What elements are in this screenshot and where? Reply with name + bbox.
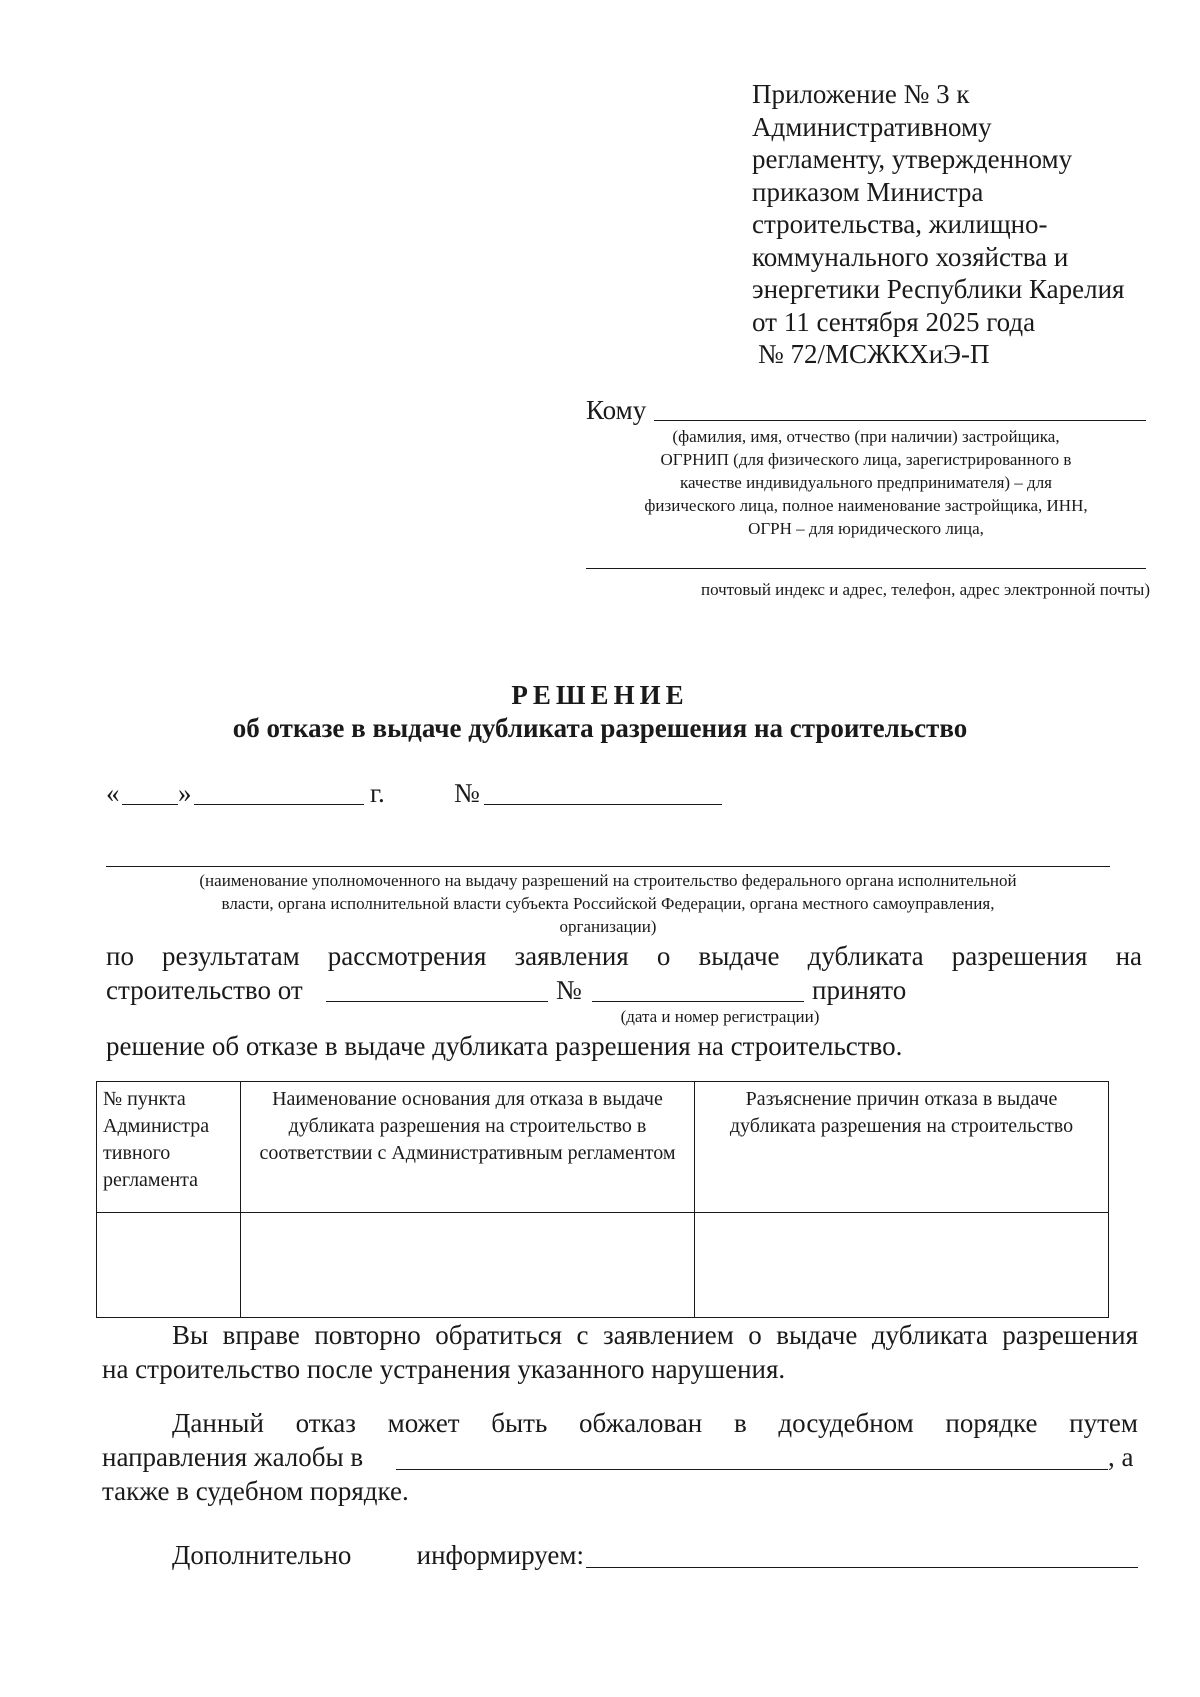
paragraph-1-line-2: на строительство после устранения указанного нарушения. (102, 1354, 786, 1384)
authority-field[interactable] (106, 866, 1110, 867)
recipient-address-note: почтовый индекс и адрес, телефон, адрес электронной почты) (700, 580, 1150, 599)
recipient-note-line: качестве индивидуального предпринимателя) – для (680, 473, 1052, 492)
complaint-authority-field[interactable] (396, 1469, 1108, 1470)
appendix-line: Приложение № 3 к (752, 79, 970, 109)
decision-line-2-suffix: принято (812, 975, 907, 1005)
date-month-field[interactable] (194, 804, 364, 805)
recipient-field[interactable] (654, 420, 1146, 421)
paragraph-1-line-1: Вы вправе повторно обратиться с заявлением о выдаче дубликата разрешения (172, 1320, 1138, 1350)
paragraph-2-line-3: также в судебном порядке. (102, 1476, 409, 1506)
decision-line-2-prefix: строительство от (106, 975, 303, 1005)
appendix-line: регламенту, утвержденному (752, 144, 1073, 174)
paragraph-3: Дополнительно информируем: (172, 1540, 584, 1570)
appendix-block (752, 78, 1162, 371)
application-date-field[interactable] (326, 1001, 548, 1002)
number-sign: № (454, 778, 480, 808)
recipient-note (586, 425, 1146, 540)
appendix-line: коммунального хозяйства и (752, 241, 1069, 272)
authority-note-line: организации) (559, 917, 657, 936)
application-number-field[interactable] (592, 1001, 804, 1002)
date-close-quote: » (178, 778, 192, 808)
table-cell[interactable] (695, 1213, 1109, 1318)
authority-note-line: (наименование уполномоченного на выдачу разрешений на строительство федерального органа исполнительной (199, 871, 1017, 890)
paragraph-2-line-2-suffix: , а (1108, 1442, 1134, 1472)
recipient-note-line: физического лица, полное наименование застройщика, ИНН, (644, 496, 1088, 515)
recipient-label: Кому (586, 395, 647, 425)
appendix-line: № 72/МСЖКХиЭ-П (758, 339, 990, 369)
appendix-line: от 11 сентября 2025 года (752, 306, 1036, 337)
appendix-line: Административному (752, 111, 992, 142)
authority-note (106, 869, 1110, 938)
registration-note: (дата и номер регистрации) (620, 1007, 820, 1026)
recipient-note-line: ОГРН – для юридического лица, (748, 519, 984, 538)
appendix-line: приказом Министра (752, 176, 984, 207)
decision-line-1: по результатам рассмотрения заявления о выдаче дубликата разрешения на (106, 941, 1142, 971)
recipient-note-line: ОГРНИП (для физического лица, зарегистрированного в (660, 450, 1072, 469)
table-header-cell: Наименование основания для отказа в выдаче дубликата разрешения на строительство в соответствии с Административным регламентом (241, 1082, 695, 1213)
table-cell[interactable] (97, 1213, 241, 1318)
document-title: РЕШЕНИЕ (511, 680, 689, 710)
document-subtitle: об отказе в выдаче дубликата разрешения на строительство (232, 713, 968, 743)
table-header-cell: № пункта Администра тивного регламента (97, 1082, 241, 1213)
appendix-line: энергетики Республики Карелия (752, 274, 1125, 304)
paragraph-2-line-1: Данный отказ может быть обжалован в досудебном порядке путем (172, 1408, 1138, 1438)
table-row (97, 1213, 1109, 1318)
table-cell[interactable] (241, 1213, 695, 1318)
recipient-note-line: (фамилия, имя, отчество (при наличии) застройщика, (672, 427, 1060, 446)
date-year-suffix: г. (370, 778, 385, 808)
refusal-grounds-table (96, 1081, 1109, 1318)
date-open-quote: « (106, 778, 120, 808)
additional-info-field[interactable] (586, 1567, 1138, 1568)
recipient-address-field[interactable] (586, 568, 1146, 569)
decision-number-field[interactable] (484, 804, 722, 805)
authority-note-line: власти, органа исполнительной власти субъекта Российской Федерации, органа местного самоуправления, (221, 894, 995, 913)
appendix-line: строительства, жилищно- (752, 209, 1048, 239)
paragraph-2-line-2-prefix: направления жалобы в (102, 1442, 364, 1472)
decision-line-2-number: № (556, 975, 582, 1005)
table-header-row (97, 1082, 1109, 1213)
table-header-cell: Разъяснение причин отказа в выдаче дубликата разрешения на строительство (695, 1082, 1109, 1213)
date-day-field[interactable] (122, 804, 178, 805)
decision-line-3: решение об отказе в выдаче дубликата разрешения на строительство. (106, 1031, 903, 1061)
